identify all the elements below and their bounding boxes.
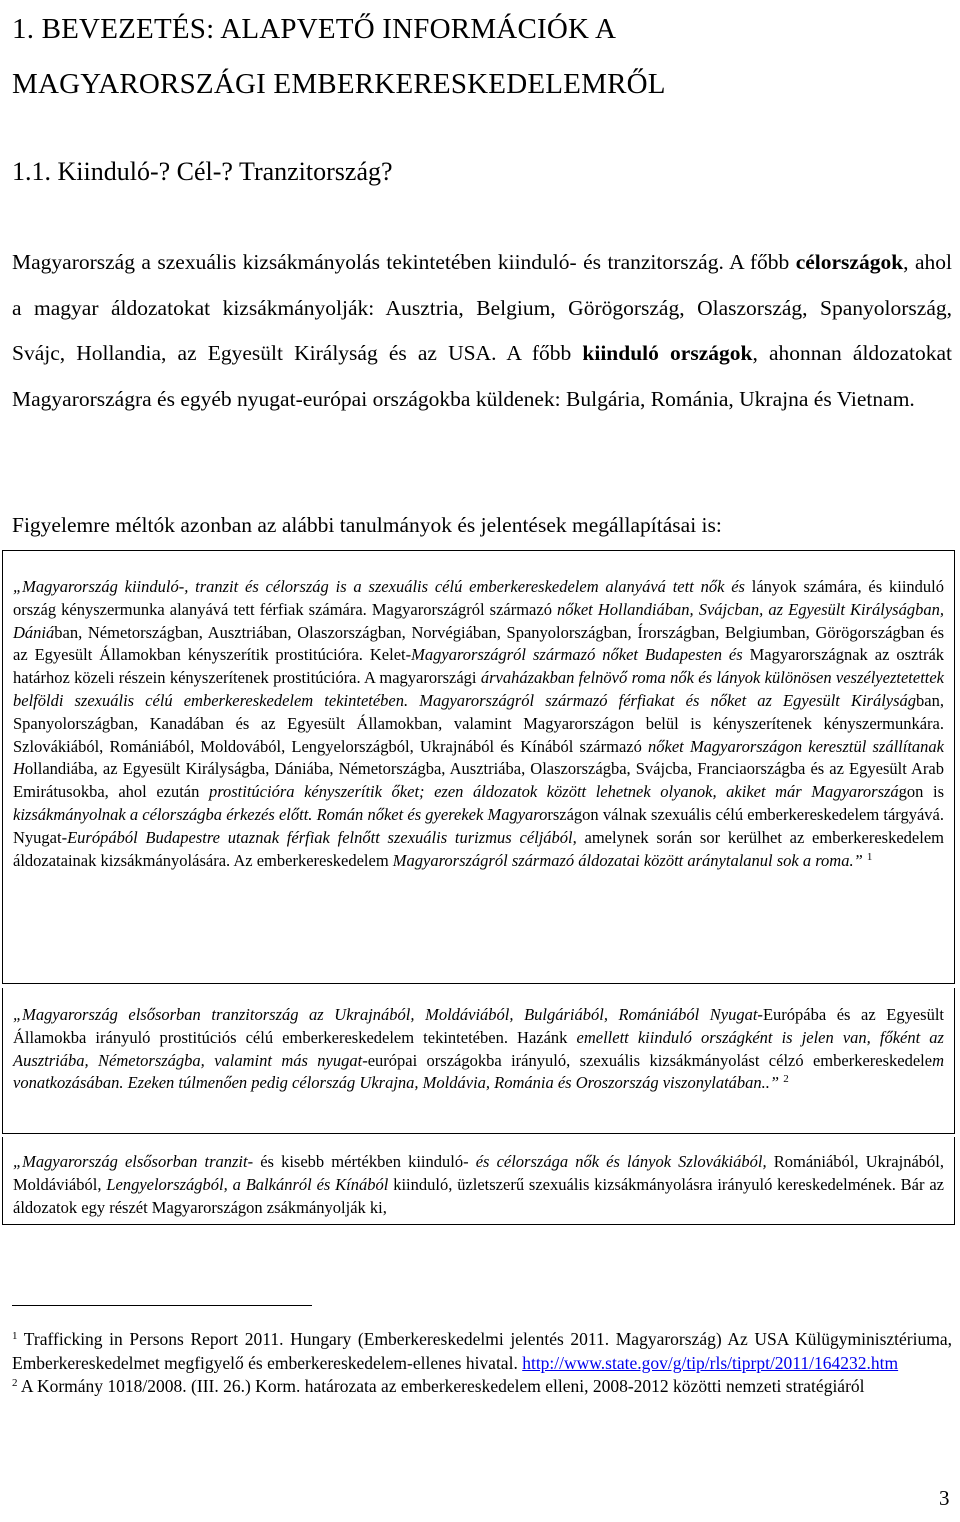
studies-note: Figyelemre méltók azonban az alábbi tanulmányok és jelentések megállapításai is: [12, 513, 722, 537]
section-heading: 1.1. Kiinduló-? Cél-? Tranzitország? [12, 157, 393, 186]
footnote-2 [12, 1375, 952, 1399]
quote-1-roman-1: lányok számára, és kiinduló ország kényszermunka alanyává tett férfiak számára. Magyarországról származó [13, 577, 944, 619]
quote-1-roman-6: gon is [898, 782, 944, 802]
footnote-1-link[interactable]: http://www.state.gov/g/tip/rls/tiprpt/2011/164232.htm [522, 1352, 899, 1373]
footnote-2-text: A Kormány 1018/2008. (III. 26.) Korm. határozata az emberkereskedelem elleni, 2008-2012 közötti nemzeti stratégiáról [17, 1376, 865, 1396]
quote-1-italic-7: kizsákmányolnak a célországba érkezés előtt. Román nőket és gyerekek Magyaro [13, 804, 548, 824]
quote-1-roman-7: rszágon válnak szexuális célú emberkereskedelem tárgyává. Nyugat- [13, 804, 944, 847]
quote-3-roman-2: Romániából, Ukrajnából, Moldáviából, [13, 1152, 944, 1194]
page-number: 3 [939, 1486, 950, 1510]
footnote-1-number: 1 [12, 1330, 18, 1342]
quote-1-italic-1: „Magyarország kiinduló-, tranzit és célország is a szexuális célú emberkereskedelem alanyává tett nők és [13, 577, 745, 596]
quote-1-roman-8: amelynek során sor kerülhet az emberkereskedelem áldozatainak kizsákmányolására. Az emberkereskedelem [13, 827, 944, 870]
quote-1-text [13, 551, 944, 872]
quote-2-italic-1: „Magyarország elsősorban tranzitország az Ukrajnából, Moldáviából, Bulgáriából, Romániából Nyugat- [13, 1005, 763, 1024]
quote-3-italic-3: Lengyelországból, a Balkánról és Kínából [106, 1174, 389, 1194]
quote-1-italic-4: árvaházakban felnövő roma nők és lányok különösen veszélyeztetettek belföldi szexuális célú emberkereskedelem tekintetében. Magyarországról származó férfiakat és nőket az Egyesült Királyság [13, 668, 945, 710]
chapter-heading-line-2: MAGYARORSZÁGI EMBERKERESKEDELEMRŐL [12, 68, 666, 100]
intro-text-3: , ahonnan áldozatokat Magyarországra és egyéb nyugat-európai országokba küldenek: Bulgária, Románia, Ukrajna és Vietnam. [12, 341, 953, 411]
quote-1-roman-3: Magyarországnak az osztrák határhoz közeli részein kényszerítenek prostitúcióra. A magyarországi [13, 645, 945, 688]
quote-box-2 [2, 988, 955, 1134]
quote-1-italic-3: Magyarországról származó nőket Budapesten és [411, 645, 743, 665]
footnote-ref-2[interactable]: 2 [783, 1073, 789, 1086]
quote-1-roman-4: ban, Spanyolországban, Kanadában és az Egyesült Államokban, valamint Magyarországon belül is kényszerítenek kényszermunkára. Szlovákiából, Romániából, Moldovából, Lengyelországból, Ukrajnából és Kínából származó [13, 690, 944, 756]
quote-2-text [13, 988, 944, 1095]
chapter-heading-line-1: 1. BEVEZETÉS: ALAPVETŐ INFORMÁCIÓK A [12, 13, 617, 45]
quote-2-roman-2: európai országokba irányuló, szexuális kizsákmányolást célzó emberkereskedele [367, 1050, 933, 1070]
intro-bold-source-countries: kiinduló országok [582, 341, 753, 365]
quote-3-text [13, 1137, 944, 1219]
quote-box-1 [2, 550, 955, 984]
quote-3-roman-1: és kisebb mértékben kiinduló- [253, 1152, 476, 1171]
quote-1-italic-8: Európából Budapestre utaznak férfiak felnőtt szexuális turizmus céljából, [67, 827, 577, 847]
quote-3-italic-1: „Magyarország elsősorban tranzit- [13, 1152, 254, 1171]
footnote-1 [12, 1328, 952, 1375]
quote-1-roman-2: ban, Németországban, Ausztriában, Olaszországban, Norvégiában, Spanyolországban, Írországban, Belgiumban, Görögországban és az Egyesült Államokban kényszerítik prostitúcióra. Kelet- [13, 622, 944, 665]
chapter-heading [12, 2, 942, 112]
quote-2-italic-2: emellett kiinduló országként is jelen van, főként az Ausztriába, Németországba, valamint más nyugat- [13, 1027, 944, 1070]
quote-3-roman-3: kiinduló, üzletszerű szexuális kizsákmányolásra irányuló kereskedelmének. Bár az áldozatok egy részét Magyarországon zsákmányolják ki, [13, 1174, 944, 1217]
quote-box-3 [2, 1137, 955, 1225]
footnotes [12, 1328, 952, 1399]
quote-2-italic-3: m vonatkozásában. Ezeken túlmenően pedig célország Ukrajna, Moldávia, Románia és Oroszország viszonylatában..” [13, 1050, 944, 1093]
quote-3-italic-2: és célországa nők és lányok Szlovákiából, [475, 1152, 767, 1171]
quote-1-italic-9: Magyarországról származó áldozatai között aránytalanul sok a roma.” [392, 850, 863, 870]
intro-text-2: , ahol a magyar áldozatokat kizsákmányolják: Ausztria, Belgium, Görögország, Olaszország, Spanyolország, Svájc, Hollandia, az Egyesült Királyság és az USA. A főbb [12, 250, 952, 365]
quote-1-italic-2: nőket Hollandiában, Svájcban, az Egyesült Királyságban, Dániá [13, 599, 944, 642]
quote-2-roman-1: Európába és az Egyesült Államokba irányuló prostitúciós célú emberkereskedelem tekintetében. Hazánk [13, 1005, 945, 1047]
quote-1-italic-6: prostitúcióra kényszerítik őket; ezen áldozatok között lehetnek olyanok, akiket már Magyarorszá [208, 782, 899, 802]
footnote-separator [12, 1305, 312, 1306]
quote-1-roman-5: ollandiába, az Egyesült Királyságba, Dániába, Németországba, Ausztriába, Olaszországba, Svájcba, Franciaországba és az Egyesült Arab Emirátusokba, ahol ezután [13, 759, 944, 802]
intro-bold-target-countries: célországok [795, 250, 904, 274]
footnote-ref-1[interactable]: 1 [866, 850, 873, 863]
footnote-2-number: 2 [12, 1377, 18, 1389]
quote-1-italic-5: nőket Magyarországon keresztül szállítanak H [13, 736, 944, 779]
intro-text-1: Magyarország a szexuális kizsákmányolás tekintetében kiinduló- és tranzitország. A főbb [12, 250, 796, 274]
intro-paragraph [12, 240, 952, 422]
footnote-1-text: Trafficking in Persons Report 2011. Hungary (Emberkereskedelmi jelentés 2011. Magyarország) Az USA Külügyminisztériuma, Emberkereskedelmet megfigyelő és emberkereskedelem-ellenes hivatal. [12, 1329, 952, 1373]
